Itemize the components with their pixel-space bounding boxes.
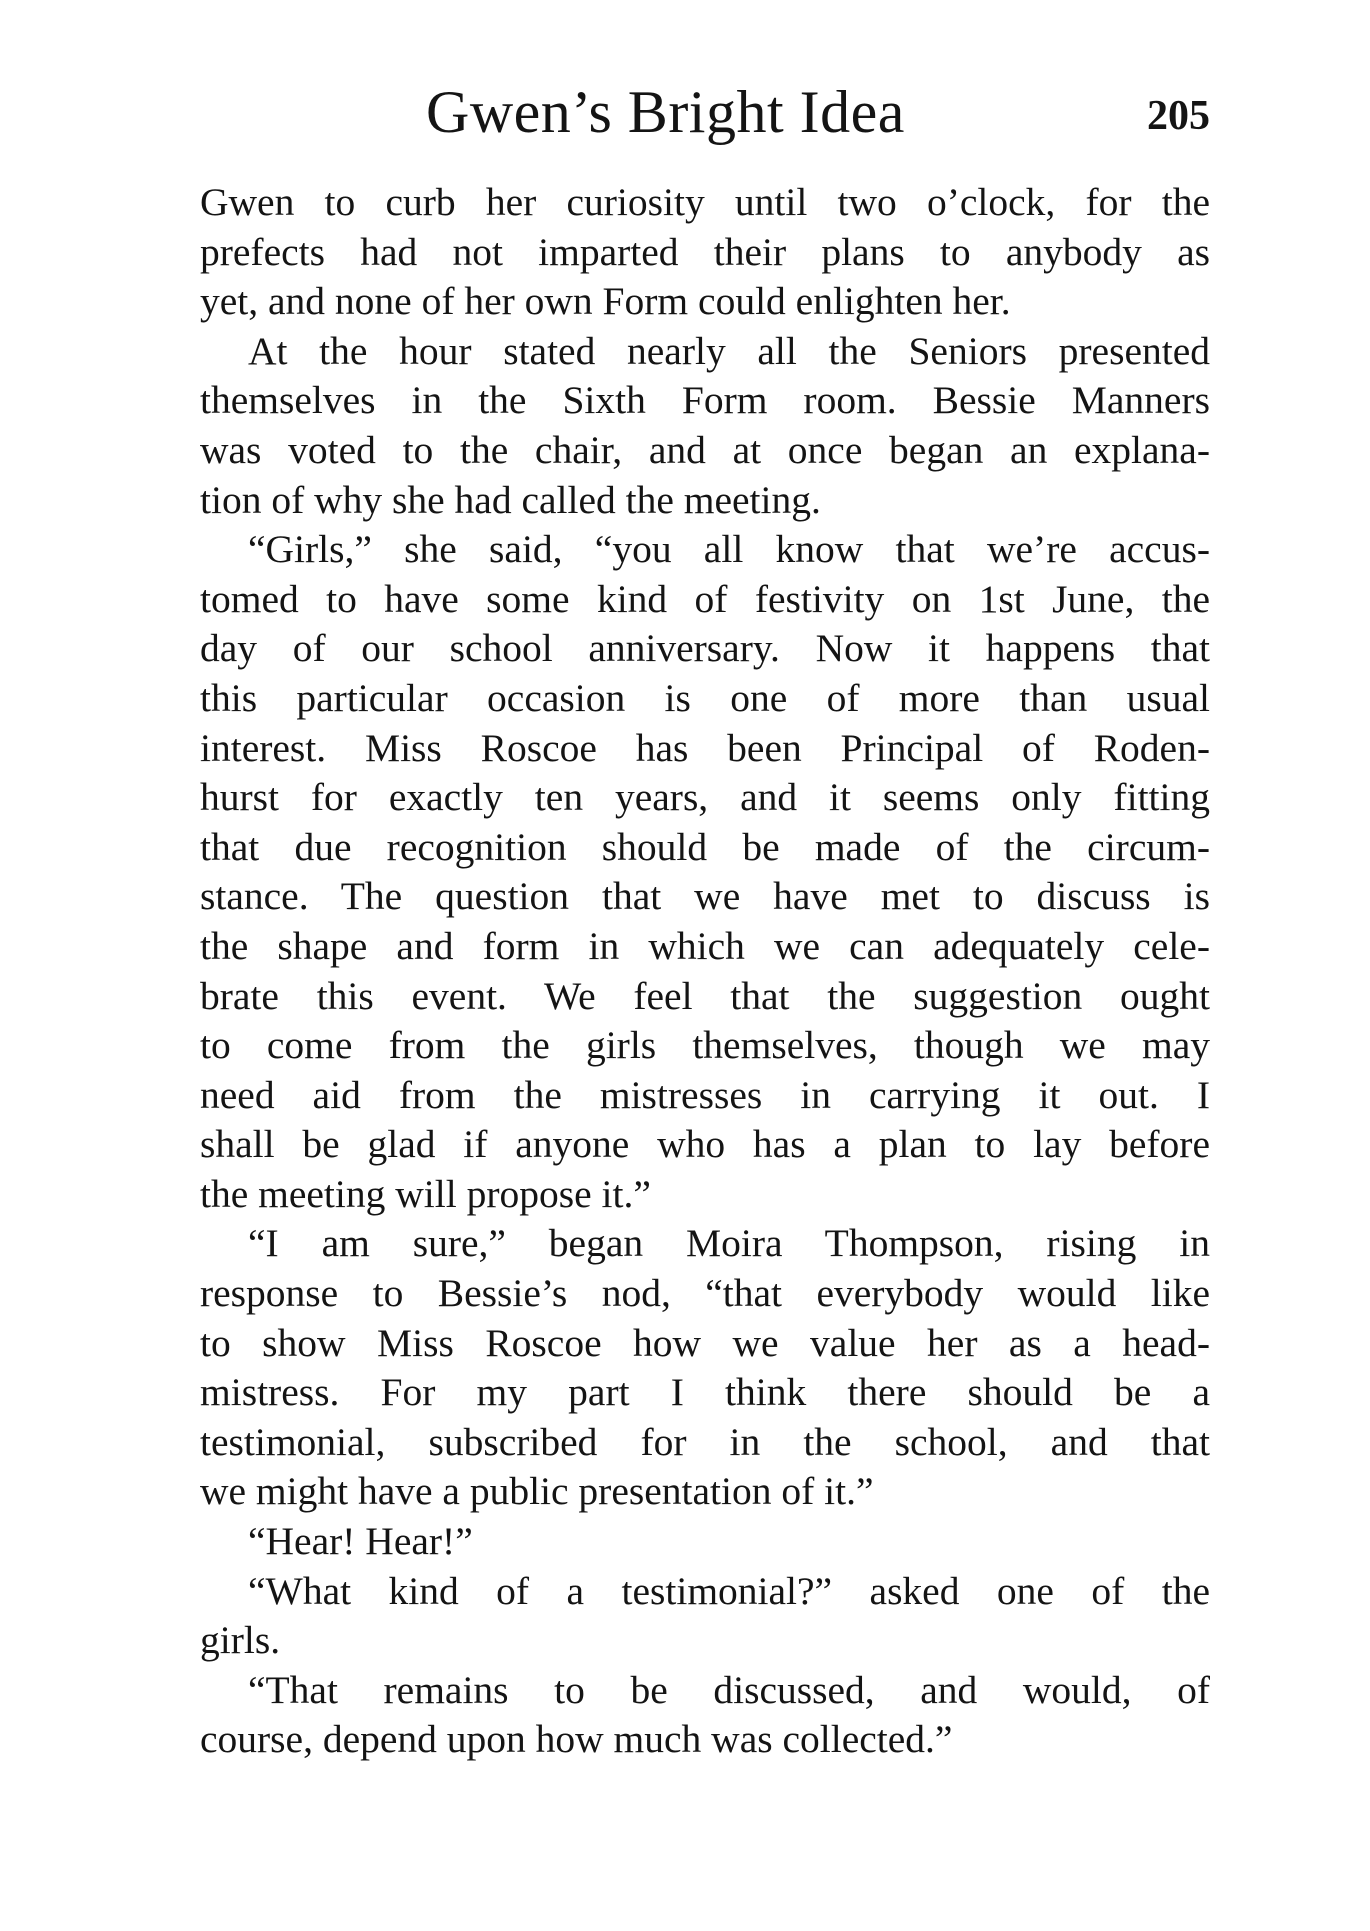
page-number: 205 [1147, 93, 1210, 139]
text-line: shall be glad if anyone who has a plan to lay before [200, 1122, 1210, 1167]
text-line: the shape and form in which we can adequately cele- [200, 923, 1210, 968]
text-line: we might have a public presentation of it.” [200, 1469, 874, 1514]
running-title: Gwen’s Bright Idea [426, 79, 905, 145]
text-line: tion of why she had called the meeting. [200, 477, 821, 522]
text-line: tomed to have some kind of festivity on 1st June, the [200, 576, 1210, 621]
text-line: day of our school anniversary. Now it happens that [200, 626, 1210, 671]
text-line: was voted to the chair, and at once began an explana- [200, 427, 1210, 472]
text-line: Gwen to curb her curiosity until two o’clock, for the [200, 180, 1210, 224]
text-line: need aid from the mistresses in carrying it out. I [200, 1072, 1210, 1117]
text-line: brate this event. We feel that the suggestion ought [200, 973, 1210, 1018]
text-line: the meeting will propose it.” [200, 1171, 651, 1216]
text-line: that due recognition should be made of the circum- [200, 824, 1210, 869]
text-line: “Hear! Hear!” [248, 1519, 473, 1564]
text-line: “Girls,” she said, “you all know that we’re accus- [248, 527, 1210, 572]
text-line: “I am sure,” began Moira Thompson, rising in [248, 1221, 1210, 1266]
text-line: testimonial, subscribed for in the school, and that [200, 1419, 1210, 1464]
text-line: to show Miss Roscoe how we value her as a head- [200, 1320, 1210, 1365]
text-line: response to Bessie’s nod, “that everybody would like [200, 1271, 1210, 1316]
text-line: girls. [200, 1618, 281, 1663]
text-line: “What kind of a testimonial?” asked one of the [248, 1568, 1210, 1613]
text-line: this particular occasion is one of more than usual [200, 675, 1210, 720]
body-text [200, 178, 1210, 1765]
text-line: themselves in the Sixth Form room. Bessie Manners [200, 378, 1210, 423]
text-line: At the hour stated nearly all the Seniors presented [248, 328, 1210, 373]
text-line: stance. The question that we have met to discuss is [200, 874, 1210, 919]
text-line: course, depend upon how much was collected.” [200, 1717, 953, 1762]
text-line: mistress. For my part I think there should be a [200, 1370, 1210, 1415]
text-line: interest. Miss Roscoe has been Principal of Roden- [200, 725, 1210, 770]
text-line: prefects had not imparted their plans to anybody as [200, 229, 1210, 274]
text-line: “That remains to be discussed, and would, of [248, 1667, 1210, 1712]
text-line: to come from the girls themselves, though we may [200, 1023, 1210, 1068]
running-head [200, 72, 1210, 152]
text-line: yet, and none of her own Form could enlighten her. [200, 279, 1011, 324]
text-line: hurst for exactly ten years, and it seems only fitting [200, 775, 1210, 820]
